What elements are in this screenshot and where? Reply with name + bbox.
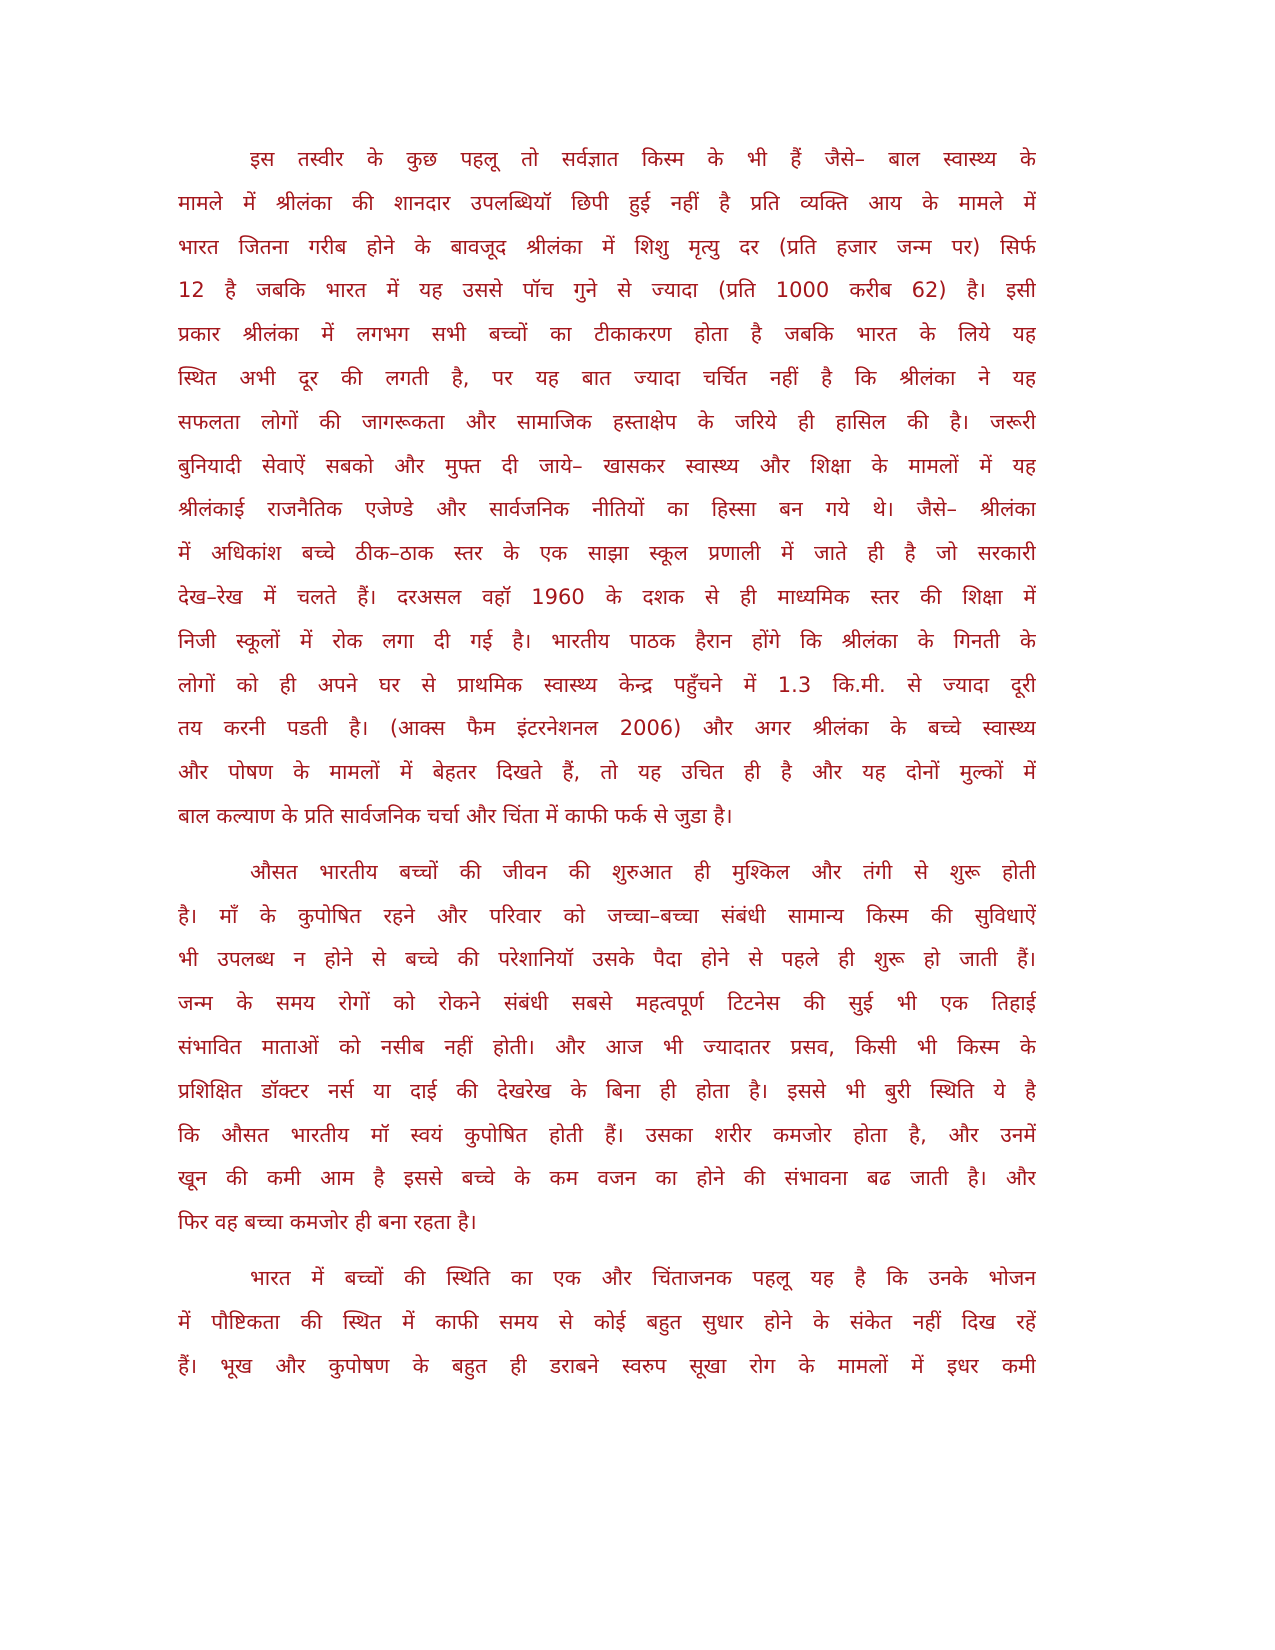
text-line: देख–रेख में चलते हैं। दरअसल वहॉ 1960 के दशक से ही माध्यमिक स्तर की शिक्षा में — [178, 584, 1036, 609]
text-line: बाल कल्याण के प्रति सार्वजनिक चर्चा और चिंता में काफी फर्क से जुडा है। — [178, 803, 733, 828]
text-line: जन्म के समय रोगों को रोकने संबंधी सबसे महत्वपूर्ण टिटनेस की सुई भी एक तिहाई — [178, 991, 1036, 1016]
text-line: निजी स्कूलों में रोक लगा दी गई है। भारतीय पाठक हैरान होंगे कि श्रीलंका के गिनती के — [178, 628, 1036, 653]
text-line: सफलता लोगों की जागरूकता और सामाजिक हस्ताक्षेप के जरिये ही हासिल की है। जरूरी — [178, 409, 1036, 434]
text-line: हैं। भूख और कुपोषण के बहुत ही डराबने स्वरुप सूखा रोग के मामलों में इधर कमी — [178, 1353, 1036, 1378]
text-line: मामले में श्रीलंका की शानदार उपलब्धियॉ छिपी हुई नहीं है प्रति व्यक्ति आय के मामले में — [178, 190, 1036, 215]
text-line: प्रकार श्रीलंका में लगभग सभी बच्चों का टीकाकरण होता है जबकि भारत के लिये यह — [178, 322, 1036, 347]
text-line: स्थित अभी दूर की लगती है, पर यह बात ज्यादा चर्चित नहीं है कि श्रीलंका ने यह — [178, 365, 1036, 390]
text-line: तय करनी पडती है। (आक्स फैम इंटरनेशनल 2006) और अगर श्रीलंका के बच्चे स्वास्थ्य — [178, 716, 1036, 741]
text-line: औसत भारतीय बच्चों की जीवन की शुरुआत ही मुश्किल और तंगी से शुरू होती — [250, 859, 1036, 884]
text-line: खून की कमी आम है इससे बच्चे के कम वजन का होने की संभावना बढ जाती है। और — [178, 1166, 1036, 1191]
text-line: कि औसत भारतीय मॉ स्वयं कुपोषित होती हैं। उसका शरीर कमजोर होता है, और उनमें — [178, 1122, 1036, 1147]
text-line: फिर वह बच्चा कमजोर ही बना रहता है। — [178, 1210, 477, 1235]
text-line: श्रीलंकाई राजनैतिक एजेण्डे और सार्वजनिक नीतियों का हिस्सा बन गये थे। जैसे– श्रीलंका — [178, 497, 1036, 522]
text-line: इस तस्वीर के कुछ पहलू तो सर्वज्ञात किस्म के भी हैं जैसे– बाल स्वास्थ्य के — [250, 147, 1036, 171]
paragraph-1 — [178, 138, 1036, 839]
text-line: में अधिकांश बच्चे ठीक–ठाक स्तर के एक साझा स्कूल प्रणाली में जाते ही है जो सरकारी — [178, 541, 1036, 566]
text-line: भी उपलब्ध न होने से बच्चे की परेशानियॉ उसके पैदा होने से पहले ही शुरू हो जाती हैं। — [178, 947, 1036, 972]
text-line: बुनियादी सेवाऐं सबको और मुफ्त दी जाये– खासकर स्वास्थ्य और शिक्षा के मामलों में यह — [178, 453, 1036, 478]
paragraph-3 — [178, 1257, 1036, 1388]
text-line: और पोषण के मामलों में बेहतर दिखते हैं, तो यह उचित ही है और यह दोनों मुल्कों में — [178, 760, 1036, 785]
text-line: भारत जितना गरीब होने के बावजूद श्रीलंका में शिशु मृत्यु दर (प्रति हजार जन्म पर) सिर्फ — [178, 234, 1036, 259]
text-line: भारत में बच्चों की स्थिति का एक और चिंताजनक पहलू यह है कि उनके भोजन — [250, 1265, 1036, 1290]
text-line: है। माँ के कुपोषित रहने और परिवार को जच्चा–बच्चा संबंधी सामान्य किस्म की सुविधाऐं — [178, 903, 1036, 928]
paragraph-2 — [178, 851, 1036, 1245]
text-line: में पौष्टिकता की स्थित में काफी समय से कोई बहुत सुधार होने के संकेत नहीं दिख रहें — [178, 1309, 1036, 1334]
document-body — [178, 138, 1036, 1400]
text-line: प्रशिक्षित डॉक्टर नर्स या दाई की देखरेख के बिना ही होता है। इससे भी बुरी स्थिति ये है — [178, 1078, 1036, 1103]
text-line: 12 है जबकि भारत में यह उससे पॉच गुने से ज्यादा (प्रति 1000 करीब 62) है। इसी — [178, 278, 1036, 303]
text-line: लोगों को ही अपने घर से प्राथमिक स्वास्थ्य केन्द्र पहुँचने में 1.3 कि.मी. से ज्यादा दूरी — [178, 672, 1036, 697]
text-line: संभावित माताओं को नसीब नहीं होती। और आज भी ज्यादातर प्रसव, किसी भी किस्म के — [178, 1034, 1036, 1059]
